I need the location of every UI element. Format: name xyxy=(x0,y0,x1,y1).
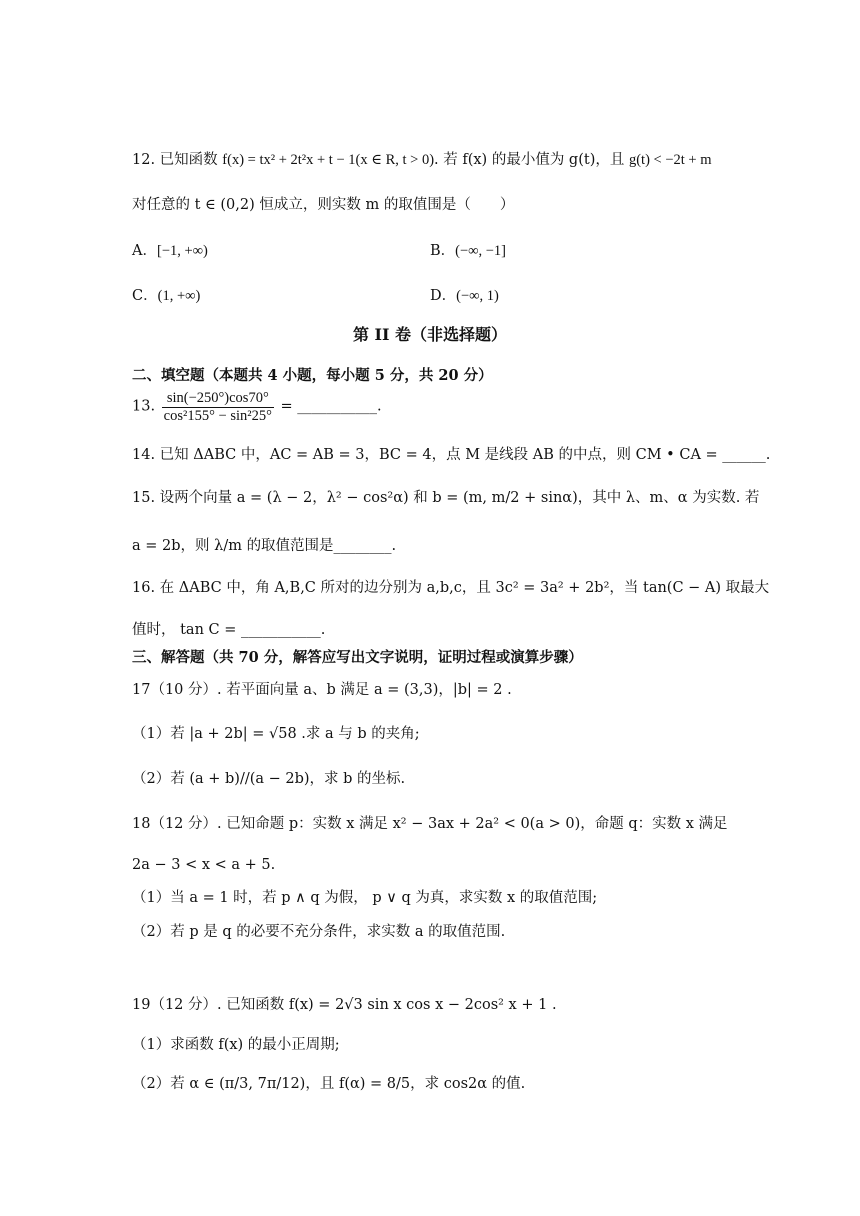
q18-part2: （2）若 p 是 q 的必要不充分条件，求实数 a 的取值范围. xyxy=(132,924,506,940)
q13: 13. $\frac{\sin(-250^\circ)\cos 70^\circ}{\text{cos²155° − sin²25°}}$ = ___________. xyxy=(132,390,382,424)
q17-stem: 17（10 分）. 若平面向量 a、b 满足 a = (3,3)，|b| = 2 . xyxy=(132,682,512,698)
q19-part1: （1）求函数 f(x) 的最小正周期; xyxy=(132,1037,340,1053)
section2-heading: 二、填空题（本题共 4 小题，每小题 5 分，共 20 分） xyxy=(132,367,493,384)
q12-option-a: A．[−1, +∞) xyxy=(132,243,208,259)
q12-line1: 12. 已知函数 f(x) = tx² + 2t²x + t − 1(x ∈ R, t > 0). 若 f(x) 的最小值为 g(t)，且 g(t) < −2t + m xyxy=(132,152,712,168)
q18-stem-line1: 18（12 分）. 已知命题 p：实数 x 满足 x² − 3ax + 2a² < 0(a > 0)，命题 q：实数 x 满足 xyxy=(132,816,728,832)
q12-option-c: C．(1, +∞) xyxy=(132,288,201,304)
q12-line2: 对任意的 t ∈ (0,2) 恒成立，则实数 m 的取值围是（ ） xyxy=(132,197,515,213)
q18-stem-line2: 2a − 3 < x < a + 5. xyxy=(132,857,276,873)
q13-fraction: $\frac{\sin(-250^\circ)\cos 70^\circ}{\text{cos²155° − sin²25°}}$ xyxy=(163,390,272,424)
q14: 14. 已知 ΔABC 中，AC = AB = 3，BC = 4，点 M 是线段 AB 的中点，则 CM • CA = ______. xyxy=(132,447,771,463)
q16-line1: 16. 在 ΔABC 中，角 A,B,C 所对的边分别为 a,b,c，且 3c² = 3a² + 2b²，当 tan(C − A) 取最大 xyxy=(132,580,770,596)
q12-inequality: g(t) < −2t + m xyxy=(628,152,712,168)
q15-line1: 15. 设两个向量 a = (λ − 2，λ² − cos²α) 和 b = (m, m/2 + sinα)，其中 λ、m、α 为实数. 若 xyxy=(132,490,760,506)
section3-heading: 三、解答题（共 70 分，解答应写出文字说明，证明过程或演算步骤） xyxy=(132,649,583,666)
part2-title: 第 II 卷（非选择题） xyxy=(352,325,508,344)
q12-option-d: D．(−∞, 1) xyxy=(430,288,499,304)
q19-part2: （2）若 α ∈ (π/3, 7π/12)，且 f(α) = 8/5，求 cos2α 的值. xyxy=(132,1076,526,1092)
q12-option-b: B．(−∞, −1] xyxy=(430,243,507,259)
q12-function: f(x) = tx² + 2t²x + t − 1(x ∈ R, t > 0) xyxy=(222,152,435,168)
q19-stem: 19（12 分）. 已知函数 f(x) = 2√3 sin x cos x − 2cos² x + 1 . xyxy=(132,997,557,1013)
q18-part1: （1）当 a = 1 时，若 p ∧ q 为假， p ∨ q 为真，求实数 x 的取值范围; xyxy=(132,890,598,906)
q17-part1: （1）若 |a + 2b| = √58 .求 a 与 b 的夹角; xyxy=(132,726,420,742)
q17-part2: （2）若 (a + b)//(a − 2b)，求 b 的坐标. xyxy=(132,771,406,787)
q16-line2: 值时， tan C = ___________. xyxy=(132,622,326,638)
q15-line2: a = 2b，则 λ/m 的取值范围是________. xyxy=(132,538,397,554)
